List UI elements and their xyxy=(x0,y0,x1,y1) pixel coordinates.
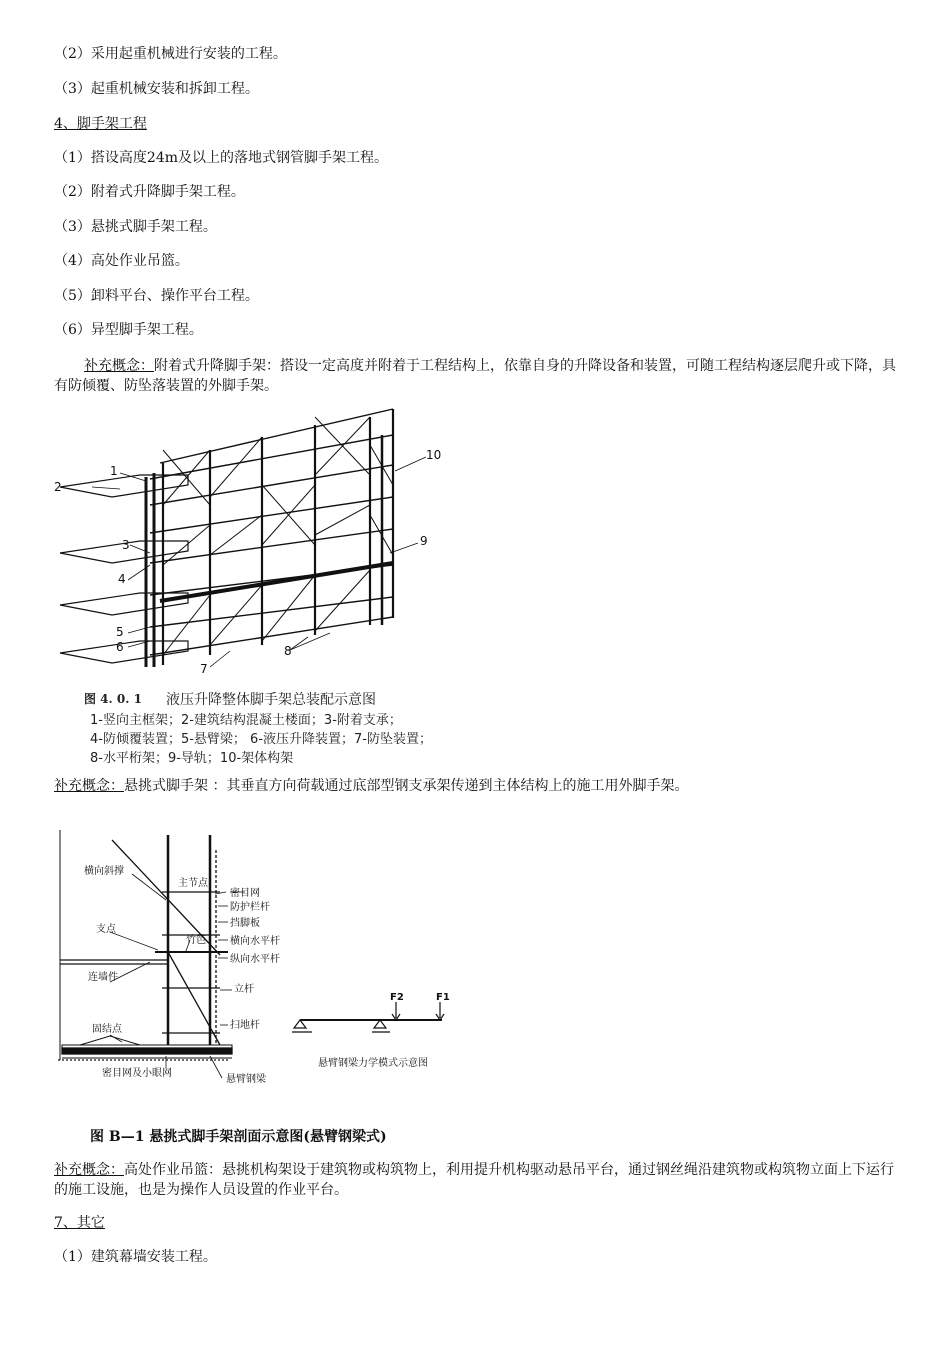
text-line: （3）悬挑式脚手架工程。 xyxy=(54,219,217,235)
concept-label: 补充概念： xyxy=(84,358,154,374)
callout-10: 10 xyxy=(426,448,442,462)
text-line: （6）异型脚手架工程。 xyxy=(54,322,203,338)
text-line: （3）起重机械安装和拆卸工程。 xyxy=(54,81,259,97)
concept-label: 补充概念： xyxy=(54,778,124,794)
label-longitudinal-bar: 纵向水平杆 xyxy=(230,954,280,965)
force-f1: F1 xyxy=(436,992,450,1003)
concept-text: 附着式升降脚手架：搭设一定高度并附着于工程结构上，依靠自身的升降设备和装置，可随工程结构逐层爬升或下降，具有防倾覆、防坠落装置的外脚手架。 xyxy=(54,358,896,394)
label-wall-tie: 连墙件 xyxy=(88,972,118,983)
text-line: （2）附着式升降脚手架工程。 xyxy=(54,184,245,200)
concept-paragraph-1 xyxy=(54,356,898,396)
force-f2: F2 xyxy=(390,992,404,1003)
callout-3: 3 xyxy=(122,538,130,552)
label-mesh-net: 密目网 xyxy=(230,888,260,899)
label-sweep-bar: 扫地杆 xyxy=(230,1020,260,1031)
concept-paragraph-3 xyxy=(54,1160,898,1200)
text-line: （2）采用起重机械进行安装的工程。 xyxy=(54,46,287,62)
text-line: （4）高处作业吊篮。 xyxy=(54,253,189,269)
figure1-title: 液压升降整体脚手架总装配示意图 xyxy=(166,692,376,708)
mechanical-model xyxy=(292,1002,444,1032)
figure1-number: 图 4. 0. 1 xyxy=(84,692,142,706)
text-line: （1）搭设高度24m及以上的落地式钢管脚手架工程。 xyxy=(54,150,388,166)
callout-8: 8 xyxy=(284,644,292,658)
label-upright: 立杆 xyxy=(234,984,254,995)
horizontal-truss xyxy=(160,563,393,601)
label-transverse-brace: 横向斜撑 xyxy=(84,866,124,877)
main-frame xyxy=(146,473,154,667)
cantilever-beam xyxy=(62,1048,232,1054)
label-bamboo-board: 竹笆 xyxy=(186,935,206,946)
concept-paragraph-2 xyxy=(54,776,898,796)
concept-text: 悬挑式脚手架 ：其垂直方向荷载通过底部型钢支承架传递到主体结构上的施工用外脚手架。 xyxy=(124,778,689,794)
figure1-legend: 1-竖向主框架；2-建筑结构混凝土楼面；3-附着支承； xyxy=(90,713,402,728)
figure1-legend: 4-防倾覆装置；5-悬臂梁； 6-液压升降装置；7-防坠装置； xyxy=(90,732,432,747)
figure1-legend: 8-水平桁架；9-导轨；10-架体构架 xyxy=(90,751,294,766)
section-heading-4: 4、脚手架工程 xyxy=(54,116,147,132)
callout-1: 1 xyxy=(110,464,118,478)
callout-9: 9 xyxy=(420,534,428,548)
label-support-point: 支点 xyxy=(96,924,116,935)
label-guardrail: 防护栏杆 xyxy=(230,902,270,913)
scaffold-figure-1 xyxy=(50,405,450,675)
text-line: （5）卸料平台、操作平台工程。 xyxy=(54,288,259,304)
figure2-caption: 图 B—1 悬挑式脚手架剖面示意图(悬臂钢梁式) xyxy=(90,1129,387,1145)
concept-text: 高处作业吊篮：悬挑机构架设于建筑物或构筑物上，利用提升机构驱动悬吊平台，通过钢丝绳沿建筑物或构筑物立面上下运行的施工设施，也是为操作人员设置的作业平台。 xyxy=(54,1162,894,1198)
label-transverse-bar: 横向水平杆 xyxy=(230,936,280,947)
label-main-node: 主节点 xyxy=(178,878,208,889)
label-mesh-net-small: 密目网及小眼网 xyxy=(102,1068,172,1079)
callout-6: 6 xyxy=(116,640,124,654)
concept-label: 补充概念： xyxy=(54,1162,124,1178)
callout-5: 5 xyxy=(116,625,124,639)
label-cantilever-beam: 悬臂钢梁 xyxy=(226,1074,266,1085)
text-line: （1）建筑幕墙安装工程。 xyxy=(54,1249,217,1265)
callout-4: 4 xyxy=(118,572,126,586)
mech-caption: 悬臂钢梁力学模式示意图 xyxy=(318,1058,428,1069)
callout-2: 2 xyxy=(54,480,62,494)
floor-slabs xyxy=(60,475,188,663)
label-fixing-point: 固结点 xyxy=(92,1024,122,1035)
callout-7: 7 xyxy=(200,662,208,675)
section-heading-7: 7、其它 xyxy=(54,1215,105,1231)
scaffold-figure-2 xyxy=(50,830,470,1095)
label-toe-board: 挡脚板 xyxy=(230,918,260,929)
